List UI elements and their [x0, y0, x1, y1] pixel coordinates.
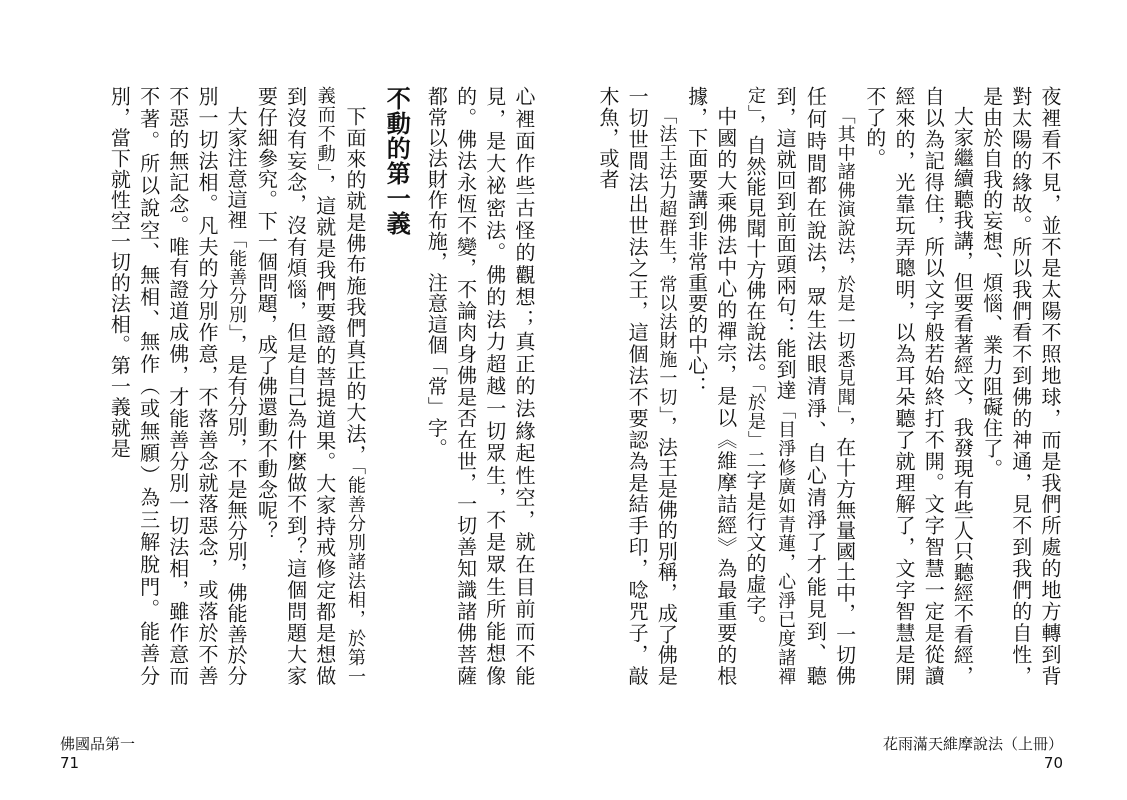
left-paragraph-1: 心裡面作些古怪的觀想；真正的法緣起性空，就在目前而不能見，是大祕密法。佛的法力超越一切眾生，不是眾生所能想像的。佛法永恆不變，不論肉身佛是否在世，一切善知識諸佛菩薩都常以法財作布施，注意這個「常」字。: [424, 86, 536, 686]
right-paragraph-5: [593, 86, 682, 686]
left-page-body: [0, 86, 563, 686]
left-p3-text-a: 大家注意這裡: [224, 106, 249, 231]
right-page-number: 70: [1043, 754, 1063, 772]
left-paragraph-3: [104, 86, 251, 686]
right-p5-text: ，法王是佛的別稱，成了佛是一切世間法出世法之王，這個法不要認為是結手印，唸咒子，敲木魚，或者: [595, 86, 679, 686]
right-p3-sutra-quote-1: 「其中諸佛演說法，於是一切悉見聞」: [834, 106, 856, 417]
left-page-number: 71: [60, 754, 80, 772]
right-p5-sutra-quote: 「法王法力超群生，常以法財施一切」: [656, 106, 678, 417]
right-p3-text-b: ，自然能見聞十方佛在說法。: [742, 114, 767, 384]
right-p3-text-a: ，在十方無量國土中，一切佛任何時間都在說法，眾生法眼清淨、自心清淨了才能見到、聽到，這就回到前面頭兩句：能到達: [773, 86, 857, 686]
left-footer-title: 佛國品第一: [60, 735, 136, 753]
left-p3-sutra-quote: 「能善分別」: [226, 230, 248, 334]
left-p3-text-b: ，是有分別，不是無分別，佛能善於分別一切法相。凡夫的分別作意，不落善念就落惡念，或落於不善不惡的無記念。唯有證道成佛，才能善分別一切法相，雖作意而不著。所以說空、無相、無作（或無願）為三解脫門。能善分別，當下就性空一切的法相。第一義就是: [107, 86, 249, 686]
right-page: [563, 0, 1127, 800]
right-p3-sutra-quote-2: 「目淨修廣如青蓮，心淨已度諸禪定」: [744, 86, 797, 686]
right-p3-sutra-quote-3: 「於是」: [744, 383, 766, 450]
right-footer-title: 花雨滿天維摩說法（上冊）: [882, 735, 1063, 753]
right-paragraph-2: 大家繼續聽我講，但要看著經文，我發現有些人只聽經不看經，自以為記得住，所以文字般若始終打不開。文字智慧一定是從讀經來的，光靠玩弄聰明，以為耳朵聽了就理解了，文字智慧是開不了的。: [862, 86, 975, 686]
left-p2-sutra-quote: 「能善分別諸法相，於第一義而不動」: [314, 86, 366, 686]
right-p3-text-c: 二字是行文的虛字。: [742, 449, 767, 636]
left-p2-text-a: 下面來的就是佛布施我們真正的大法，: [342, 106, 367, 466]
right-paragraph-3: [740, 86, 860, 686]
left-paragraph-2: [251, 86, 370, 686]
left-page: [0, 0, 563, 800]
right-paragraph-4: 中國的大乘佛法中心的禪宗，是以《維摩詰經》為最重要的根據，下面要講到非常重要的中心：: [684, 86, 738, 686]
right-paragraph-1: 夜裡看不見，並不是太陽不照地球，而是我們所處的地方轉到背對太陽的緣故。所以我們看不到佛的神通，見不到我們的自性，是由於自我的妄想、煩惱、業力阻礙住了。: [979, 86, 1062, 686]
left-p2-text-b: ，這就是我們要證的菩提道果。大家持戒修定都是想做到沒有妄念，沒有煩惱，但是自己為什麼做不到？這個問題大家要仔細參究。下一個問題，成了佛還動不動念呢？: [254, 86, 337, 686]
section-heading: 不動的第一義: [382, 86, 412, 236]
right-page-body: [563, 86, 1127, 686]
